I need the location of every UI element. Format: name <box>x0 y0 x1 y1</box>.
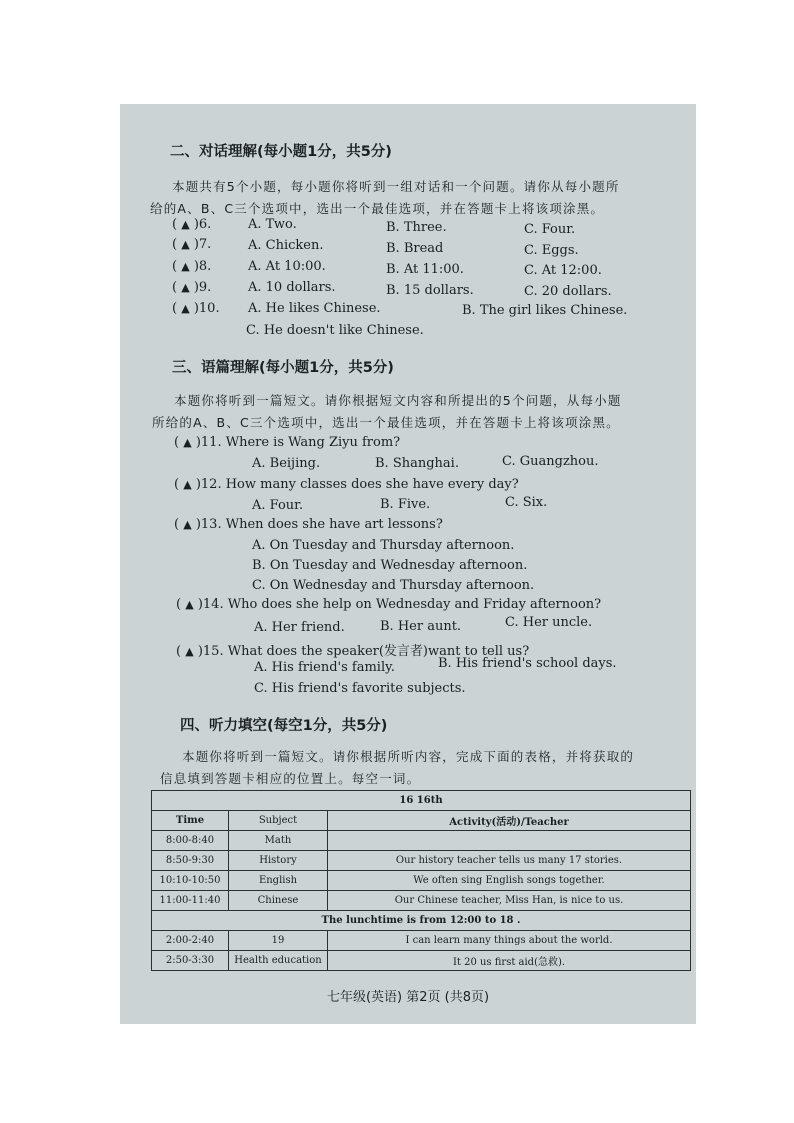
lunch-cell: The lunchtime is from 12:00 to 18 . <box>152 911 691 931</box>
option-a: A. Chicken. <box>248 238 324 253</box>
option-c: C. Four. <box>524 222 576 237</box>
answer-triangle: ▲ <box>183 478 192 491</box>
option-b: B. Five. <box>380 497 431 512</box>
section3-instruction-line1: 本题你将听到一篇短文。请你根据短文内容和所提出的5个问题，从每小题 <box>174 393 622 408</box>
table-row: 11:00-11:40 Chinese Our Chinese teacher, Miss Han, is nice to us. <box>152 891 691 911</box>
option-c: C. His friend's favorite subjects. <box>254 681 466 696</box>
option-a: A. Her friend. <box>254 620 345 635</box>
question-13: ( ▲ )13. When does she have art lessons? <box>174 517 443 532</box>
question-14: ( ▲ )14. Who does she help on Wednesday and Friday afternoon? <box>176 597 602 612</box>
section4-title: 四、听力填空(每空1分，共5分) <box>180 718 388 734</box>
question-9: ( ▲ )9. <box>172 280 212 295</box>
table-top-cell: 16 16th <box>152 791 691 811</box>
header-subject: Subject <box>229 811 328 831</box>
option-a: A. At 10:00. <box>248 259 326 274</box>
option-b: B. Bread <box>386 241 444 256</box>
question-8: ( ▲ )8. <box>172 259 212 274</box>
question-12: ( ▲ )12. How many classes does she have every day? <box>174 477 519 492</box>
option-c: C. Guangzhou. <box>502 454 599 469</box>
section2-title: 二、对话理解(每小题1分，共5分) <box>170 144 392 160</box>
option-b: B. On Tuesday and Wednesday afternoon. <box>252 558 528 573</box>
question-15: ( ▲ )15. What does the speaker(发言者)want to tell us? <box>176 644 530 659</box>
header-time: Time <box>152 811 229 831</box>
table-row: 8:00-8:40 Math <box>152 831 691 851</box>
table-row: 8:50-9:30 History Our history teacher tells us many 17 stories. <box>152 851 691 871</box>
option-a: A. On Tuesday and Thursday afternoon. <box>252 538 515 553</box>
option-b: B. Her aunt. <box>380 619 462 634</box>
answer-triangle: ▲ <box>183 518 192 531</box>
question-6: ( ▲ )6. <box>172 217 212 232</box>
option-b: B. Shanghai. <box>375 456 459 471</box>
table-row: 2:50-3:30 Health education It 20 us first aid(急救). <box>152 951 691 971</box>
table-top-row <box>152 791 691 811</box>
option-b: B. Three. <box>386 220 447 235</box>
answer-triangle: ▲ <box>181 260 190 273</box>
section4-instruction-line1: 本题你将听到一篇短文。请你根据所听内容，完成下面的表格，并将获取的 <box>182 749 635 764</box>
option-a: A. Four. <box>252 498 304 513</box>
option-c: C. 20 dollars. <box>524 284 612 299</box>
header-activity: Activity(活动)/Teacher <box>328 811 691 831</box>
option-c: C. Six. <box>505 495 548 510</box>
answer-triangle: ▲ <box>181 238 190 251</box>
section2-instruction-line1: 本题共有5个小题，每小题你将听到一组对话和一个问题。请你从每小题所 <box>172 179 620 194</box>
option-b: B. His friend's school days. <box>438 656 617 671</box>
option-a: A. His friend's family. <box>254 660 395 675</box>
option-c: C. Eggs. <box>524 243 579 258</box>
question-11: ( ▲ )11. Where is Wang Ziyu from? <box>174 435 401 450</box>
schedule-table <box>151 790 691 971</box>
option-a: A. Beijing. <box>252 456 321 471</box>
section2-instruction-line2: 给的A、B、C三个选项中，选出一个最佳选项，并在答题卡上将该项涂黑。 <box>150 201 605 216</box>
answer-triangle: ▲ <box>183 436 192 449</box>
answer-triangle: ▲ <box>185 598 194 611</box>
answer-triangle: ▲ <box>185 645 194 658</box>
answer-triangle: ▲ <box>181 218 190 231</box>
option-a: A. 10 dollars. <box>248 280 336 295</box>
question-7: ( ▲ )7. <box>172 237 212 252</box>
option-a: A. He likes Chinese. <box>248 301 381 316</box>
option-b: B. 15 dollars. <box>386 283 474 298</box>
section3-instruction-line2: 所给的A、B、C三个选项中，选出一个最佳选项，并在答题卡上将该项涂黑。 <box>152 415 620 430</box>
table-header-row <box>152 811 691 831</box>
table-row: 10:10-10:50 English We often sing English songs together. <box>152 871 691 891</box>
lunch-row <box>152 911 691 931</box>
option-c: C. Her uncle. <box>505 615 593 630</box>
option-b: B. At 11:00. <box>386 262 464 277</box>
table-row: 2:00-2:40 19 I can learn many things about the world. <box>152 931 691 951</box>
question-10: ( ▲ )10. <box>172 301 220 316</box>
option-b: B. The girl likes Chinese. <box>462 303 628 318</box>
answer-triangle: ▲ <box>181 302 190 315</box>
page-footer: 七年级(英语) 第2页 (共8页) <box>326 990 490 1005</box>
section4-instruction-line2: 信息填到答题卡相应的位置上。每空一词。 <box>160 771 421 786</box>
option-c: C. On Wednesday and Thursday afternoon. <box>252 578 535 593</box>
option-c: C. He doesn't like Chinese. <box>246 323 424 338</box>
exam-page <box>120 104 696 1024</box>
section3-title: 三、语篇理解(每小题1分，共5分) <box>172 360 394 376</box>
answer-triangle: ▲ <box>181 281 190 294</box>
option-c: C. At 12:00. <box>524 263 602 278</box>
option-a: A. Two. <box>248 217 297 232</box>
